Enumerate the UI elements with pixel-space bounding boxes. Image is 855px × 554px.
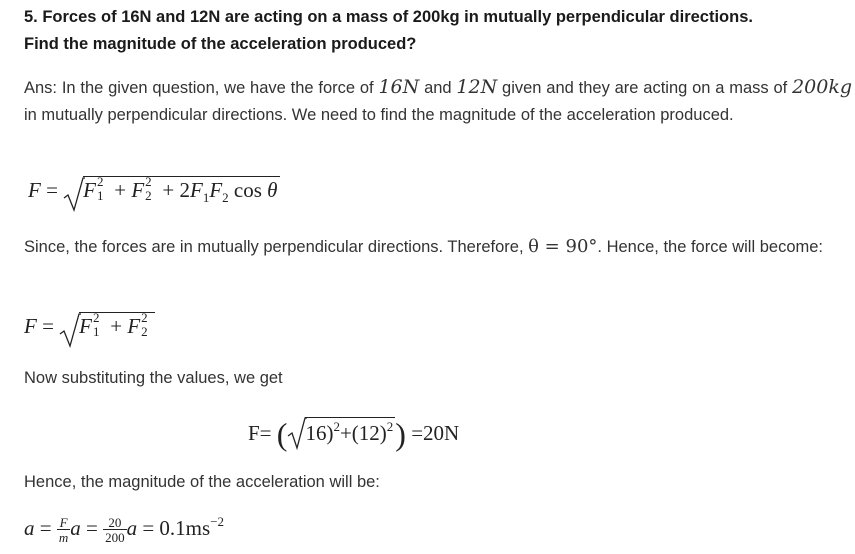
eq1-square-root — [63, 176, 279, 206]
force-over-mass-fraction: $\frac{F}{m}$ — [58, 515, 69, 546]
eq1-equals: = — [46, 178, 58, 202]
eq1-lhs: F — [28, 178, 41, 202]
eq1-term1: F — [83, 178, 96, 202]
resultant-force-formula — [28, 176, 280, 206]
question-line-1: 5. Forces of 16N and 12N are acting on a mass of 200kg in mutually perpendicular directions. — [24, 8, 753, 26]
answer-intro — [24, 74, 852, 129]
perpendicular-explanation: Since, the forces are in mutually perpendicular directions. Therefore, θ = 90°. Hence, the force will become: — [24, 236, 824, 257]
acceleration-intro-text: Hence, the magnitude of the acceleration will be: — [24, 473, 380, 491]
perpendicular-force-formula: F = F 2 1 + F 2 2 — [24, 312, 155, 339]
eq1-radicand: F 2 1 + F 2 2 + $2F_1F_2$ cos θ — [83, 174, 278, 205]
answer-intro-mid: and — [419, 79, 457, 97]
radical-sign-icon — [287, 416, 307, 450]
question-heading — [24, 4, 852, 58]
force-1-value: 16N — [378, 76, 420, 98]
radical-sign-icon — [63, 176, 85, 212]
mass-value: 200kg — [792, 76, 853, 98]
question-line-2: Find the magnitude of the acceleration produced? — [24, 35, 417, 53]
substituted-force-equation: F= ( $16)^2+(12)^2) =20N$ — [248, 416, 460, 452]
answer-intro-after: given and they are acting on a mass of — [497, 79, 793, 97]
eq1-term2: F — [131, 178, 145, 202]
theta-value: θ = 90° — [528, 236, 598, 257]
acceleration-equation: a = $\frac{F}{m}$ a = $\frac{20}{200}$ $a = 0.1ms^{-2}$ — [24, 514, 225, 546]
radical-sign-icon — [59, 312, 81, 348]
eq2-square-root: F 2 1 + F 2 2 — [59, 312, 155, 339]
force-2-value: 12N — [456, 76, 498, 98]
answer-intro-rest: in mutually perpendicular directions. We need to find the magnitude of the acceleration produced. — [24, 106, 734, 124]
substitution-text: Now substituting the values, we get — [24, 369, 283, 387]
numeric-fraction: $\frac{20}{200}$ — [105, 515, 125, 546]
answer-intro-prefix: Ans: In the given question, we have the force of — [24, 79, 379, 97]
